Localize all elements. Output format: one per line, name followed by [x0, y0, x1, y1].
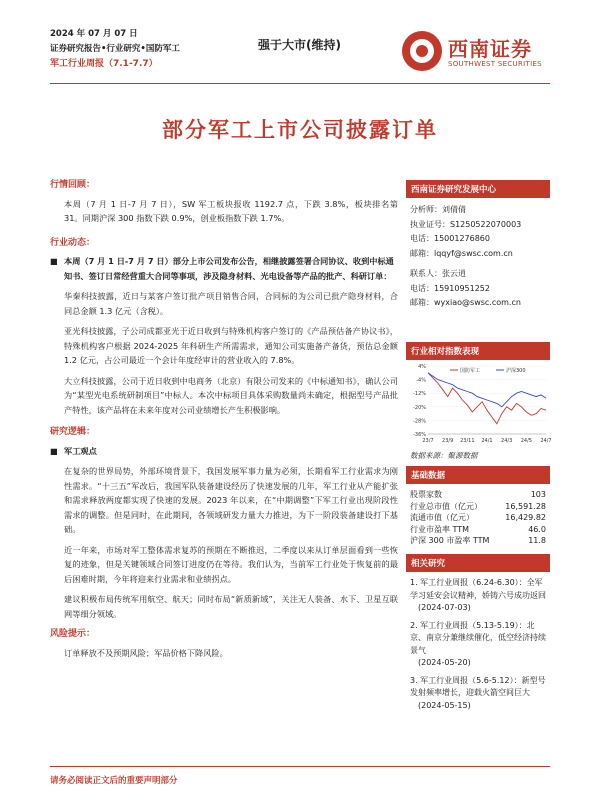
weekly-label: 军工行业周报（7.1-7.7）	[50, 59, 158, 69]
research-heading: 研究逻辑：	[50, 427, 96, 437]
analyst-info	[406, 198, 550, 316]
related-report-title[interactable]: 3. 军工行业周报（5.6-5.12）：新型号发射频率增长，迎载火箭空间巨大	[410, 675, 546, 697]
x-tick-label: 23/11	[460, 438, 475, 444]
market-review-text: 本周（7 月 1 日-7 月 7 日），SW 军工板块报收 1192.7 点，下跌 3.8%，板块排名第 31。同期沪深 300 指数下跌 0.9%，创业板指数下跌 1.7%。	[64, 198, 398, 223]
risk-text: 订单释放不及预期风险；军品价格下降风险。	[64, 647, 228, 658]
basic-data-key: 行业总市值（亿元）	[410, 501, 482, 511]
research-center-heading: 西南证券研究发展中心	[406, 180, 550, 198]
industry-para: 亚光科技披露，子公司成都亚光于近日收到与特殊机构客户签订的《产品预估备产协议书》，特殊机构客户根据 2024-2025 年科研生产所需需求，通知公司实施备产备货，预估总金额 1.2 亿元，占公司最近一个会计年度经审计的营业收入的 7.8%。	[64, 326, 398, 365]
bullet-icon: ■	[50, 256, 58, 266]
y-tick-label: -36%	[413, 432, 426, 438]
y-tick-label: 4%	[418, 364, 426, 370]
basic-data-row	[410, 501, 546, 513]
y-tick-label: -28%	[413, 418, 426, 425]
basic-data-table	[406, 484, 550, 552]
x-tick-label: 24/5	[520, 438, 532, 444]
industry-para: 大立科技披露，公司于近日收到中电商务（北京）有限公司发来的《中标通知书》，确认公司为“某型光电系统研制项目”中标人。本次中标项目具体采购数量尚未确定，根据型号产品批产特性，该产品将在未来年度对公司业绩增长产生积极影响。	[64, 375, 398, 415]
x-tick-label: 24/7	[540, 438, 552, 444]
industry-heading: 行业动态：	[50, 237, 96, 248]
contact-line: 联系人：张云逍	[410, 269, 466, 278]
contact-line: 电话：15910951252	[410, 283, 490, 293]
related-research-box	[406, 554, 550, 722]
relative-index-chart	[406, 360, 550, 446]
related-report-title[interactable]: 1. 军工行业周报（6.24-6.30）：全军学习延安会议精神，娇铸六号成功返回	[410, 578, 546, 600]
industry-bullet	[50, 254, 398, 283]
rating: 强于大市(维持)	[258, 38, 341, 52]
basic-data-key: 股票家数	[410, 490, 442, 499]
basic-data-key: 流通市值（亿元）	[410, 513, 474, 522]
analyst-line: 分析师：刘倩倩	[410, 205, 466, 214]
main-content	[50, 176, 398, 666]
industry-para: 华秦科技披露，近日与某客户签订批产项目销售合同，合同标的为公司已批产隐身材料，合同总金额 1.3 亿元（含税）。	[64, 291, 398, 316]
related-report-date: (2024-05-20)	[418, 658, 471, 667]
analyst-line: 执业证号：S1250522070003	[410, 219, 522, 229]
related-report-link[interactable]	[410, 577, 546, 615]
series-line-defense	[428, 373, 546, 424]
analyst-box	[406, 180, 550, 316]
footer-disclaimer[interactable]: 请务必阅读正文后的重要声明部分	[50, 776, 178, 786]
x-tick-label: 24/3	[501, 438, 513, 444]
market-review-heading: 行情回顾：	[50, 180, 96, 190]
risk-heading: 风险提示：	[50, 629, 96, 639]
basic-data-value: 46.0	[528, 524, 546, 534]
basic-data-heading: 基础数据	[406, 466, 550, 484]
research-para: 建议积极布局传统军用航空、航天；同时布局“新质新域”，关注无人装备、水下、卫星互联网等细分领域。	[64, 594, 398, 619]
report-title: 部分军工上市公司披露订单	[162, 117, 438, 142]
basic-data-box	[406, 466, 550, 552]
related-report-link[interactable]	[410, 620, 546, 670]
y-tick-label: -12%	[413, 391, 426, 398]
analyst-email[interactable]: 邮箱：lqqyf@swsc.com.cn	[410, 248, 513, 258]
basic-data-value: 16,591.28	[505, 501, 546, 511]
basic-data-row	[410, 524, 546, 536]
basic-data-value: 16,429.82	[505, 513, 546, 522]
southwest-securities-logo	[402, 29, 572, 73]
chart-source: 数据来源：聚源数据	[410, 451, 478, 460]
research-para: 在复杂的世界局势，外部环境背景下，我国发展军事力量为必须，长期看军工行业需求为刚性需求。“十三五”军改后，我国军队装备建设经历了快速发展的几年，军工行业从产能扩张和需求释放两度都实现了快速的发展。2023 年以来，在“中期调整”下军工行业出现阶段性需求的调整。但是同时，在此期间，各领域研发力量大力推进，为下一阶段装备建设打下基础。	[64, 466, 398, 534]
bullet-icon: ■	[50, 445, 58, 456]
contact-email[interactable]: 邮箱：wyxiao@swsc.com.cn	[410, 298, 521, 307]
analyst-line: 电话：15001276860	[410, 234, 490, 243]
logo-mark-icon	[402, 31, 442, 71]
report-date: 2024 年 07 月 07 日	[50, 29, 138, 39]
basic-data-value: 103	[530, 490, 546, 499]
report-header	[50, 27, 180, 72]
x-tick-label: 23/7	[422, 438, 434, 444]
index-chart-box	[406, 342, 550, 463]
related-research-list	[406, 572, 550, 722]
industry-bullet-text: 本周（7 月 1 日-7 月 7 日）部分上市公司发布公告，相继披露签署合同协议、收到中标通知书、签订日常经营重大合同等事项，涉及隐身材料、光电设备等产品的批产、科研订单：	[64, 256, 394, 281]
x-tick-label: 24/1	[481, 438, 493, 444]
research-bullet-text: 军工观点	[64, 445, 97, 456]
basic-data-row	[410, 535, 546, 547]
related-report-link[interactable]	[410, 675, 546, 713]
logo-en: SOUTHWEST SECURITIES	[448, 60, 542, 68]
header-divider	[50, 83, 550, 84]
basic-data-row	[410, 512, 546, 524]
related-report-date: (2024-05-15)	[418, 700, 471, 710]
related-report-date: (2024-07-03)	[418, 603, 471, 612]
legend-label: 沪深300	[506, 368, 526, 374]
series-line-csi300	[428, 373, 546, 407]
related-report-title[interactable]: 2. 军工行业周报（5.13-5.19）：北京、南京分兼继续催化，低空经济持续景气	[410, 620, 546, 655]
footer-divider	[50, 766, 550, 767]
basic-data-key: 行业市盈率 TTM	[410, 524, 470, 534]
basic-data-key: 沪深 300 市盈率 TTM	[410, 536, 490, 545]
research-bullet	[50, 444, 398, 459]
basic-data-row	[410, 489, 546, 501]
related-research-heading: 相关研究	[406, 554, 550, 572]
x-tick-label: 23/9	[442, 438, 454, 444]
basic-data-value: 11.8	[528, 536, 546, 545]
legend-label: 国防军工	[460, 368, 481, 374]
y-tick-label: -4%	[416, 377, 426, 384]
index-chart-heading: 行业相对指数表现	[406, 342, 550, 360]
y-tick-label: -20%	[413, 404, 426, 411]
research-para: 近一年来，市场对军工整体需求复苏的预期在不断推迟，二季度以来从订单层面看到一些恢复的迹象，但是关键领域合同签订进度仍在等待。我们认为，当前军工行业处于恢复前的最后困难时期，今年将迎来行业需求和业绩拐点。	[64, 544, 398, 584]
report-type: 证券研究报告•行业研究•国防军工	[50, 44, 180, 54]
logo-cn: 西南证券	[448, 37, 532, 61]
